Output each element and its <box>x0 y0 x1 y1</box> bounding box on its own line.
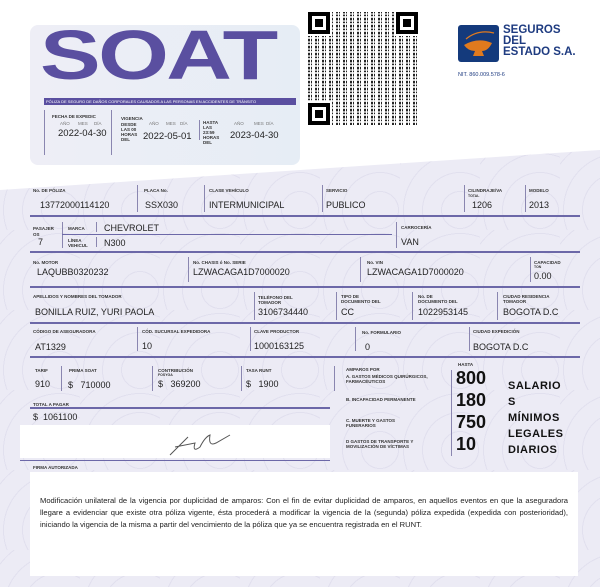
fields-runt-label: TASA RUNT <box>246 368 272 373</box>
poliza-value: 13772000114120 <box>40 200 110 210</box>
num-doc-value: 1022953145 <box>418 307 469 317</box>
fields-capacidad-label: CAPACIDAD <box>534 260 561 265</box>
divider <box>30 251 580 253</box>
divider <box>334 366 335 391</box>
amparos-unit-2: MÍNIMOS <box>508 412 560 424</box>
fields-tomador-label: APELLIDOS Y NOMBRES DEL TOMADOR <box>33 294 122 299</box>
divider <box>464 185 465 212</box>
fields-pasajeros-label: PASAJER <box>33 226 54 231</box>
amparo-c-value: 750 <box>456 412 487 432</box>
header-ano: AÑO <box>234 121 244 126</box>
divider <box>497 292 498 320</box>
divider <box>396 222 397 248</box>
prima-value <box>68 380 111 390</box>
fields-carroceria-label: CARROCERÍA <box>401 225 432 230</box>
amparos-label: AMPAROS POR <box>346 367 380 372</box>
clase-value: INTERMUNICIPAL <box>209 200 285 210</box>
fields-num-doc-label: No. DE DOCUMENTO DEL <box>418 294 458 304</box>
fields-total-value: 1061100 <box>43 412 78 422</box>
fields-tipo-doc-label: TIPO DE DOCUMENTO DEL <box>341 294 381 304</box>
element <box>464 40 492 56</box>
header-vigencia-label: VIGENCIA <box>121 116 143 121</box>
fields-clave-label: CLAVE PRODUCTOR <box>254 329 300 334</box>
ciudad-residencia-value: BOGOTA D.C <box>503 307 559 317</box>
amparo-a-value: 800 <box>456 368 487 388</box>
header-ano: AÑO <box>149 121 159 126</box>
divider <box>20 460 330 461</box>
fields-modelo-label: MODELO <box>529 188 549 193</box>
qr-finder <box>396 12 418 34</box>
divider <box>250 327 251 351</box>
fields-poliza-label: No. DE PÓLIZA <box>33 188 66 193</box>
salario-unit <box>508 378 563 458</box>
divider <box>254 292 255 320</box>
firma-label: FIRMA AUTORIZADA <box>33 465 78 470</box>
divider <box>62 234 392 235</box>
fields-tarifa-label: TARIF <box>35 368 48 373</box>
fields-prima-label: PRIMA SOAT <box>69 368 97 373</box>
contribucion-value <box>158 379 201 389</box>
pasajeros-value: 7 <box>38 237 44 247</box>
runt-value <box>246 379 279 389</box>
element <box>466 32 494 39</box>
header-mes: MES <box>166 121 176 126</box>
fields-cilindraje-label: CILINDRAJE/VA <box>468 188 503 193</box>
amparos-hasta: HASTA <box>458 362 474 367</box>
divider <box>137 327 138 351</box>
divider <box>96 222 97 232</box>
header-desde-label: DESDE LAS 00 HORAS DEL <box>121 122 138 142</box>
fields-cilindraje-sub: TOTAL <box>468 194 480 198</box>
divider <box>469 327 470 351</box>
fields-contribucion-label: CONTRIBUCIÓN <box>158 368 193 373</box>
fields-total-label: TOTAL A PAGAR <box>33 402 69 407</box>
fields-marca-label: MARCA <box>68 226 85 231</box>
divider <box>188 257 189 282</box>
marca-value: CHEVROLET <box>104 223 160 233</box>
capacidad-value: 0.00 <box>534 271 552 281</box>
fields-currency: $ <box>158 379 164 389</box>
fecha-expedicion: 2022-04-30 <box>58 128 107 139</box>
fields-runt-value: 1900 <box>258 379 279 389</box>
vin-value: LZWACAGA1D7000020 <box>367 267 464 277</box>
vigencia-desde: 2022-05-01 <box>143 131 192 142</box>
fields-codigo-label: CÓDIGO DE ASEGURADORA <box>33 329 96 334</box>
divider <box>412 292 413 320</box>
fecha-expedicion-label: FECHA DE EXPEDIC <box>52 114 96 119</box>
modelo-value: 2013 <box>529 200 550 210</box>
fields-prima-value: 710000 <box>80 380 111 390</box>
divider <box>61 366 62 391</box>
fields-motor-label: No. MOTOR <box>33 260 59 265</box>
placa-value: SSX030 <box>145 200 179 210</box>
qr-finder <box>308 103 330 125</box>
divider <box>241 366 242 391</box>
amparo-d-value: 10 <box>456 434 477 454</box>
fields-servicio-label: SERVICIO <box>326 188 348 193</box>
divider <box>30 407 330 409</box>
divider <box>44 110 45 155</box>
codigo-value: AT1329 <box>35 342 66 352</box>
amparos-unit-1: S <box>508 396 516 408</box>
amparos-unit-4: DIARIOS <box>508 444 558 456</box>
vigencia-hasta: 2023-04-30 <box>230 130 279 141</box>
divider <box>96 237 97 247</box>
divider <box>30 286 580 288</box>
header-mes: MES <box>78 121 88 126</box>
insurer-name <box>503 25 576 58</box>
servicio-value: PUBLICO <box>326 200 366 210</box>
divider <box>111 110 112 155</box>
divider <box>62 222 63 248</box>
signature-icon <box>20 425 330 458</box>
divider <box>30 356 580 358</box>
insurer-name-line2: DEL <box>503 35 526 47</box>
fields-chasis-label: No. CHASIS ó No. SERIE <box>193 260 246 265</box>
divider <box>204 185 205 212</box>
amparo-b-value: 180 <box>456 390 487 410</box>
total-value <box>33 412 77 422</box>
fields-formulario-label: No. FORMULARIO <box>362 330 401 335</box>
divider <box>137 185 138 212</box>
linea-value: N300 <box>104 238 126 248</box>
fields-sucursal-label: CÓD. SUCURSAL EXPEDIDORA <box>142 329 211 334</box>
header-dia: DÍA <box>180 121 188 126</box>
chasis-value: LZWACAGA1D7000020 <box>193 267 290 277</box>
carroceria-value: VAN <box>401 237 419 247</box>
tipo-doc-value: CC <box>341 307 354 317</box>
header-ano: AÑO <box>60 121 70 126</box>
amparos-items-1-label: B. INCAPACIDAD PERMANENTE <box>346 397 416 402</box>
divider <box>451 370 452 456</box>
element <box>170 435 230 455</box>
amparos-items-0-label: A. GASTOS MÉDICOS QUIRÚRGICOS, FARMACÉUTICOS <box>346 374 428 384</box>
divider <box>152 366 153 391</box>
divider <box>530 257 531 282</box>
fields-telefono-label: TELÉFONO DEL TOMADOR <box>258 295 293 305</box>
clave-value: 1000163125 <box>254 341 305 351</box>
fields-placa-label: PLACA No. <box>144 188 168 193</box>
cilindraje-value: 1206 <box>472 200 493 210</box>
divider <box>525 185 526 212</box>
divider <box>30 322 580 324</box>
qr-finder <box>308 12 330 34</box>
formulario-value: 0 <box>365 342 371 352</box>
lamp-logo-icon <box>458 25 499 62</box>
amparos-unit-3: LEGALES <box>508 428 564 440</box>
divider <box>360 257 361 282</box>
signature-box <box>20 425 330 458</box>
insurer-nit: NIT. 860.009.578-6 <box>458 72 505 78</box>
divider <box>322 185 323 212</box>
insurer-name-line1: SEGUROS <box>503 24 561 36</box>
fields-linea-label: LÍNEA VEHICUL <box>68 238 88 248</box>
element <box>458 25 499 62</box>
amparos-unit-0: SALARIO <box>508 380 561 392</box>
duplicity-note: Modificación unilateral de la vigencia por duplicidad de amparos: Con el fin de evitar duplicidad de amparos, en aquellos eventos en que la aseguradora llegare a evidenciar que existe otra póliza vigente, ésta procederá a modificar la vigencia de la (segunda) póliza expedida (expedida con posterioridad), iniciando la vigencia de la misma a partir del vencimiento de la póliza que ya se encuentra registrada en el RUNT. <box>30 472 578 576</box>
tarifa-value: 910 <box>35 379 51 389</box>
fields-capacidad-sub: TON <box>534 265 542 269</box>
fields-clase-label: CLASE VEHÍCULO <box>209 188 249 193</box>
fields-currency: $ <box>246 379 252 389</box>
divider <box>30 215 580 217</box>
fields-pasajeros-sub: OS <box>33 232 40 237</box>
telefono-value: 3106734440 <box>258 307 309 317</box>
divider <box>355 327 356 351</box>
fields-contribucion-value: 369200 <box>170 379 201 389</box>
header-dia: DÍA <box>266 121 274 126</box>
divider <box>336 292 337 320</box>
motor-value: LAQUBB0320232 <box>37 267 109 277</box>
tomador-value: BONILLA RUIZ, YURI PAOLA <box>35 307 155 317</box>
soat-subtitle: PÓLIZA DE SEGURO DE DAÑOS CORPORALES CAUSADOS A LAS PERSONAS EN ACCIDENTES DE TRÁNSITO <box>44 98 296 105</box>
soat-title: SOAT <box>40 16 276 94</box>
header-dia: DÍA <box>94 121 102 126</box>
fields-contribucion-sub: FOSYGA <box>158 373 173 377</box>
divider <box>199 120 200 140</box>
ciudad-expedicion-value: BOGOTA D.C <box>473 342 529 352</box>
fields-vin-label: No. VIN <box>367 260 384 265</box>
amparos-items-3-label: D GASTOS DE TRANSPORTE Y MOVILIZACIÓN DE VÍCTIMAS <box>346 439 414 449</box>
fields-ciudad-res-label: CIUDAD RESIDENCIA TOMADOR <box>503 294 550 304</box>
header-mes: MES <box>254 121 264 126</box>
header-hasta-label: HASTA LAS 23:59 HORAS DEL <box>203 120 220 145</box>
fields-currency: $ <box>33 412 39 422</box>
sucursal-value: 10 <box>142 341 153 351</box>
fields-ciudad-exp-label: CIUDAD EXPEDICIÓN <box>473 329 520 334</box>
insurer-name-line3: ESTADO S.A. <box>503 46 576 58</box>
amparos-items-2-label: C. MUERTE Y GASTOS FUNERARIOS <box>346 418 396 428</box>
fields-currency: $ <box>68 380 74 390</box>
